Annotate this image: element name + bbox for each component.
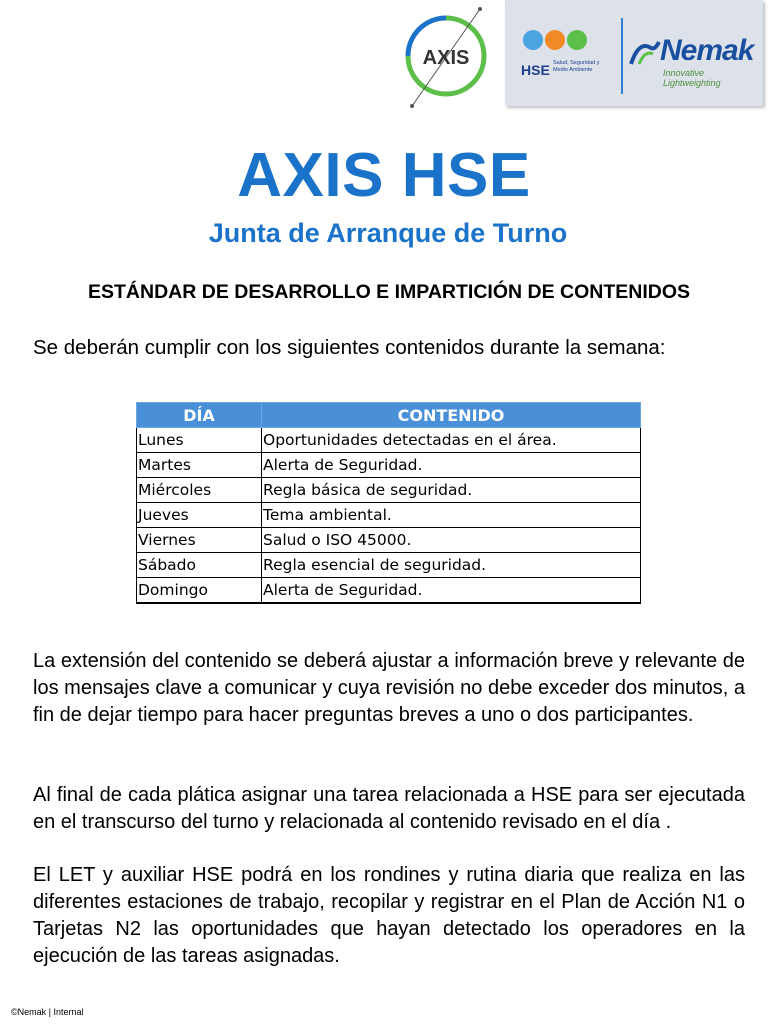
hse-logo-word: HSE (521, 62, 550, 78)
footer-classification: ©Nemak | Internal (11, 1007, 84, 1017)
axis-logo (396, 6, 496, 110)
page-subtitle: Junta de Arranque de Turno (208, 218, 568, 248)
axis-logo-text: AXIS (422, 47, 470, 69)
hse-icons (523, 30, 587, 50)
safety-icon (545, 30, 565, 50)
day-cell: Miércoles (137, 478, 262, 503)
day-cell: Jueves (137, 503, 262, 528)
table-row (137, 553, 641, 578)
brand-divider (621, 18, 623, 94)
content-cell: Alerta de Seguridad. (262, 578, 641, 604)
section-heading: ESTÁNDAR DE DESARROLLO E IMPARTICIÓN DE CONTENIDOS (88, 281, 690, 303)
header-day: DÍA (137, 403, 262, 428)
hse-logo-tagline: Salud, Seguridad y Medio Ambiente (553, 60, 600, 73)
environment-icon (567, 30, 587, 50)
paragraph-let-auxiliary: El LET y auxiliar HSE podrá en los rondines y rutina diaria que realiza en las diferentes estaciones de trabajo, recopilar y registrar en el Plan de Acción N1 o Tarjetas N2 las oportunidades que hayan detectado los operadores en la ejecución de las tareas asignadas. (33, 864, 745, 967)
intro-text: Se deberán cumplir con los siguientes contenidos durante la semana: (33, 336, 666, 359)
paragraph-task-assignment: Al final de cada plática asignar una tarea relacionada a HSE para ser ejecutada en el transcurso del turno y relacionada al contenido revisado en el día . (33, 784, 745, 833)
table-row (137, 528, 641, 553)
day-cell: Domingo (137, 578, 262, 604)
table-row (137, 578, 641, 604)
content-cell: Tema ambiental. (262, 503, 641, 528)
nemak-logo-tagline: Innovative Lightweighting (663, 68, 721, 88)
header-content: CONTENIDO (262, 403, 641, 428)
content-cell: Alerta de Seguridad. (262, 453, 641, 478)
content-cell: Oportunidades detectadas en el área. (262, 428, 641, 453)
nemak-mark-icon (629, 38, 663, 66)
day-cell: Viernes (137, 528, 262, 553)
content-cell: Regla básica de seguridad. (262, 478, 641, 503)
brand-logo-box (505, 0, 763, 106)
content-cell: Salud o ISO 45000. (262, 528, 641, 553)
nemak-logo-name: Nemak (660, 34, 754, 67)
day-cell: Martes (137, 453, 262, 478)
content-cell: Regla esencial de seguridad. (262, 553, 641, 578)
day-cell: Sábado (137, 553, 262, 578)
health-icon (523, 30, 543, 50)
page-title: AXIS HSE (237, 141, 531, 210)
table-row (137, 478, 641, 503)
day-cell: Lunes (137, 428, 262, 453)
table-row (137, 453, 641, 478)
table-row (137, 428, 641, 453)
schedule-table (136, 402, 641, 604)
table-row (137, 503, 641, 528)
paragraph-content-length: La extensión del contenido se deberá ajustar a información breve y relevante de los mensajes clave a comunicar y cuya revisión no debe exceder dos minutos, a fin de dejar tiempo para hacer preguntas breves a uno o dos participantes. (33, 650, 745, 726)
table-header-row (137, 403, 641, 428)
